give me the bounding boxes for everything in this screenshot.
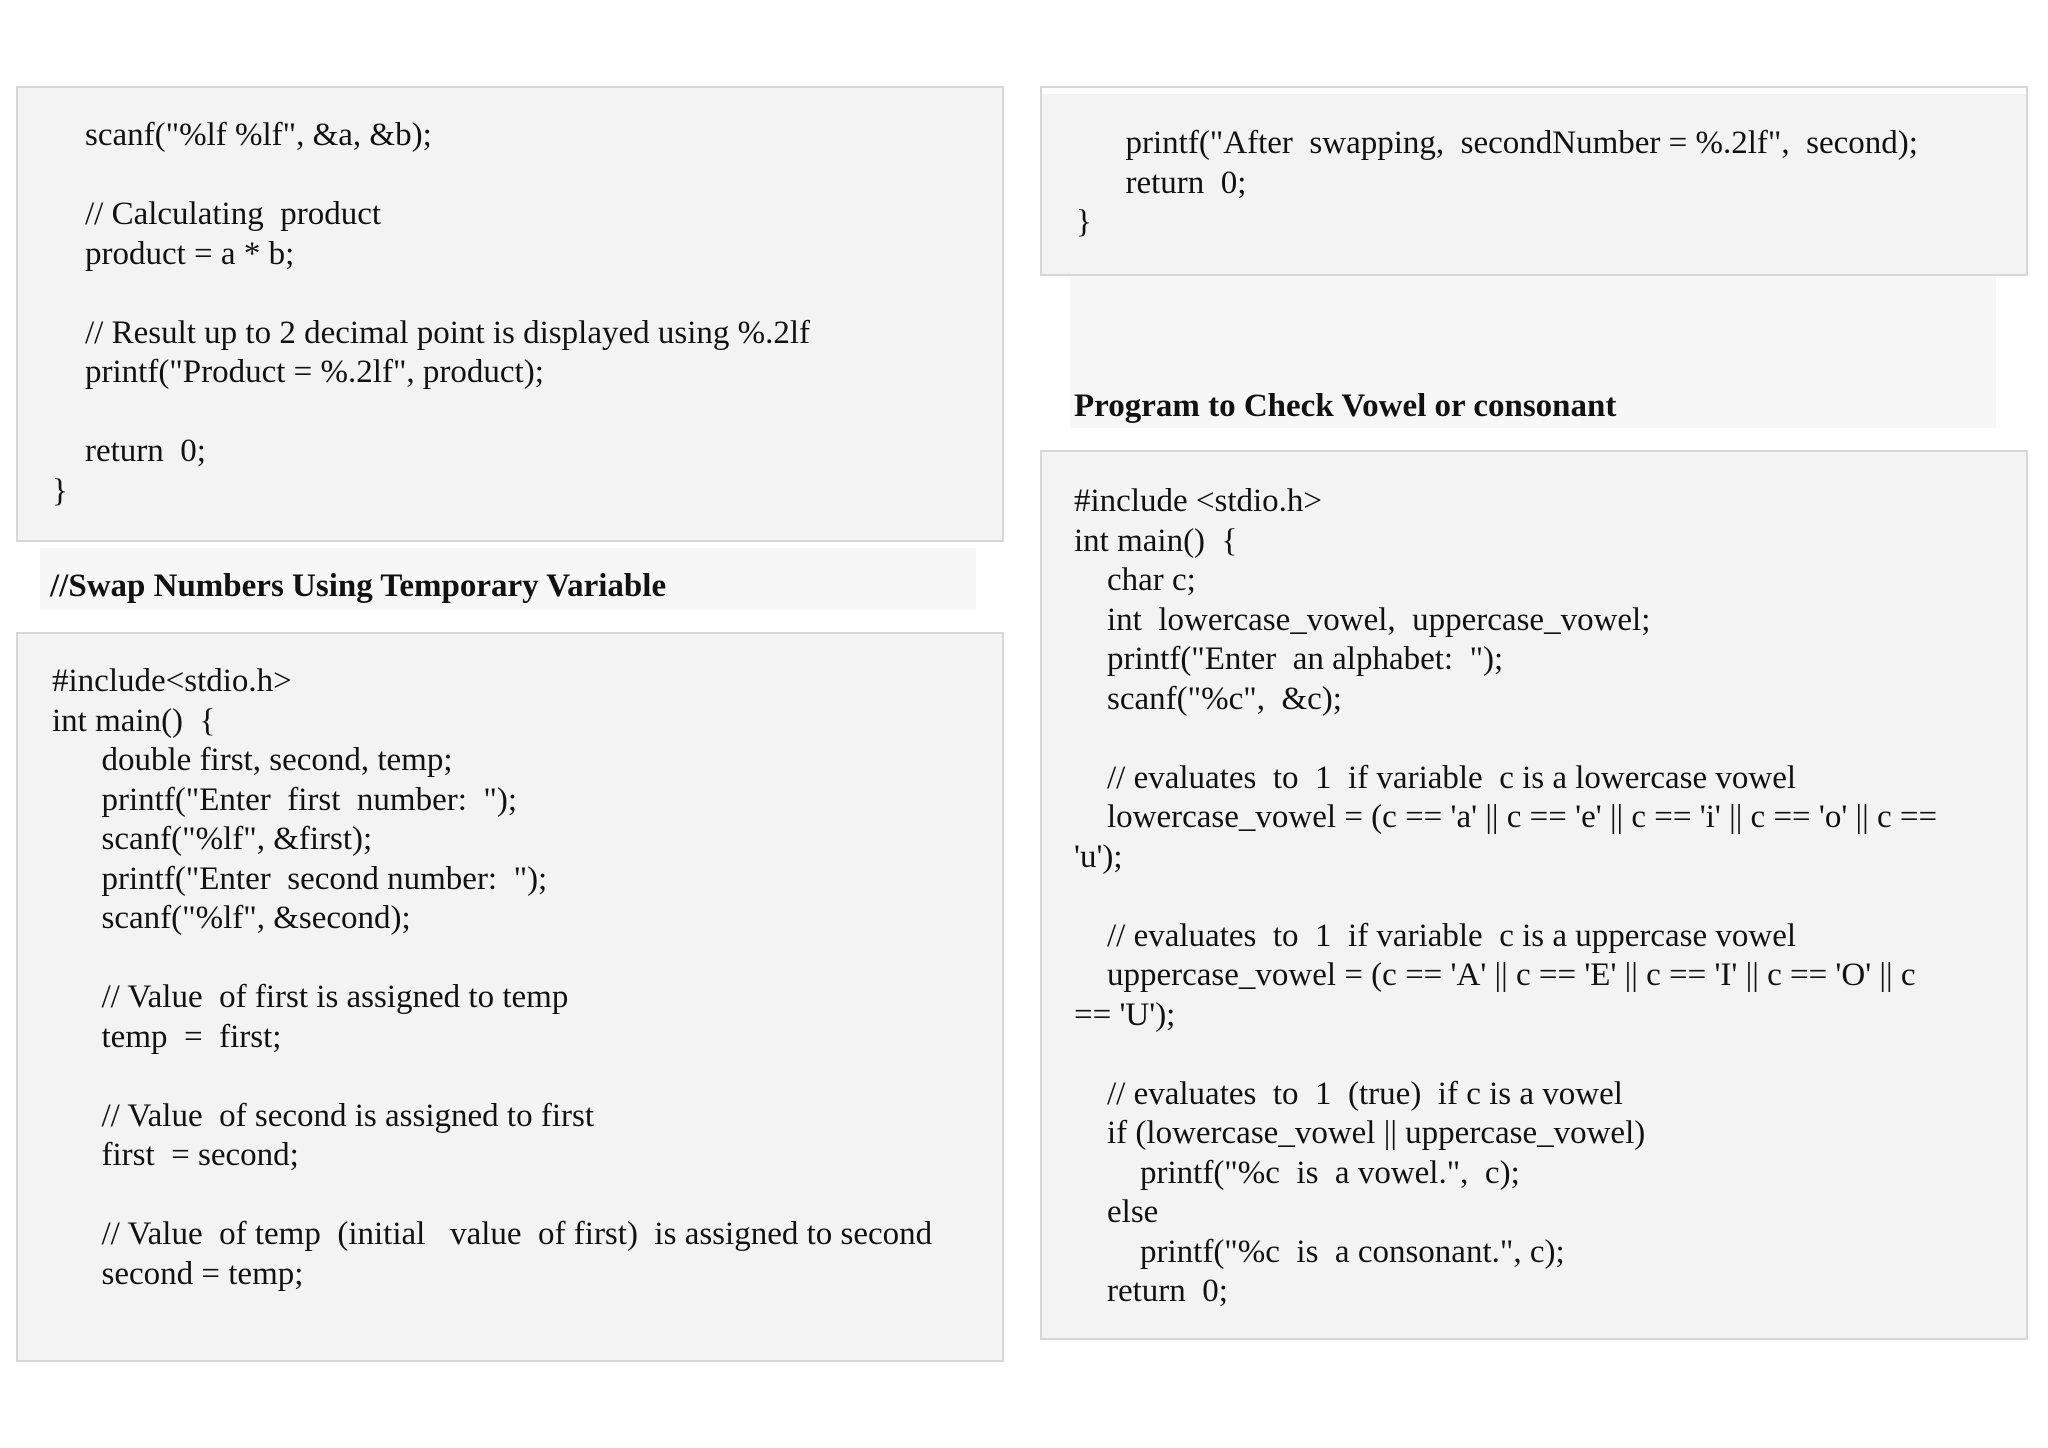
code-line: if (lowercase_vowel || uppercase_vowel) bbox=[1074, 1115, 1646, 1151]
code-line: printf("Enter second number: "); bbox=[52, 860, 548, 897]
code-line: } bbox=[1076, 204, 1092, 240]
right-top-code bbox=[1076, 124, 1918, 243]
code-line: return 0; bbox=[52, 433, 206, 469]
code-line: == 'U'); bbox=[1074, 996, 1176, 1033]
code-line: // evaluates to 1 (true) if c is a vowel bbox=[1074, 1075, 1623, 1112]
swap-code-box bbox=[16, 632, 1004, 1362]
left-top-code-box bbox=[16, 86, 1004, 542]
code-line bbox=[1074, 719, 1937, 759]
vowel-code-box bbox=[1040, 450, 2028, 1340]
code-line: // Value of second is assigned to first bbox=[52, 1097, 594, 1134]
code-line bbox=[52, 393, 810, 433]
code-line: // Value of first is assigned to temp bbox=[52, 979, 569, 1015]
page-break-clip bbox=[1042, 88, 2026, 94]
code-line: scanf("%lf %lf", &a, &b); bbox=[52, 117, 432, 153]
code-line bbox=[52, 1176, 932, 1216]
code-line: printf("%c is a vowel.", c); bbox=[1074, 1154, 1520, 1191]
code-line: double first, second, temp; bbox=[52, 742, 453, 778]
code-line bbox=[1074, 877, 1937, 917]
code-line: uppercase_vowel = (c == 'A' || c == 'E' || c == 'I' || c == 'O' || c bbox=[1074, 957, 1916, 993]
code-line: printf("Product = %.2lf", product); bbox=[52, 354, 544, 390]
code-line: product = a * b; bbox=[52, 235, 295, 272]
code-line: // evaluates to 1 if variable c is a lowercase vowel bbox=[1074, 759, 1797, 796]
code-line: // evaluates to 1 if variable c is a uppercase vowel bbox=[1074, 917, 1797, 954]
swap-heading: //Swap Numbers Using Temporary Variable bbox=[50, 568, 667, 604]
vowel-heading: Program to Check Vowel or consonant bbox=[1074, 388, 1617, 424]
code-line: int lowercase_vowel, uppercase_vowel; bbox=[1074, 601, 1651, 638]
code-line: // Result up to 2 decimal point is displayed using %.2lf bbox=[52, 314, 811, 351]
code-line: scanf("%lf", &first); bbox=[52, 821, 373, 857]
code-line bbox=[1074, 1035, 1937, 1075]
code-line: scanf("%c", &c); bbox=[1074, 680, 1342, 717]
code-line: second = temp; bbox=[52, 1255, 304, 1292]
code-line: return 0; bbox=[1074, 1273, 1228, 1309]
code-line: int main() { bbox=[1074, 522, 1238, 559]
code-line: temp = first; bbox=[52, 1018, 282, 1055]
code-line: printf("After swapping, secondNumber = %.2lf", second); bbox=[1076, 125, 1918, 161]
swap-code bbox=[52, 662, 932, 1294]
code-line bbox=[52, 1057, 932, 1097]
vowel-code bbox=[1074, 482, 1937, 1312]
code-line: // Calculating product bbox=[52, 196, 382, 232]
code-line: printf("%c is a consonant.", c); bbox=[1074, 1233, 1565, 1270]
code-line bbox=[52, 156, 810, 196]
code-line: 'u'); bbox=[1074, 838, 1123, 875]
code-line: int main() { bbox=[52, 702, 216, 739]
right-top-code-box bbox=[1040, 86, 2028, 276]
code-line: // Value of temp (initial value of first) is assigned to second bbox=[52, 1216, 933, 1252]
code-line: lowercase_vowel = (c == 'a' || c == 'e' || c == 'i' || c == 'o' || c == bbox=[1074, 799, 1938, 835]
code-line: char c; bbox=[1074, 562, 1196, 598]
code-line: #include <stdio.h> bbox=[1074, 483, 1323, 519]
code-line bbox=[52, 274, 810, 314]
code-line: #include<stdio.h> bbox=[52, 663, 292, 699]
left-top-code bbox=[52, 116, 810, 511]
code-line: printf("Enter first number: "); bbox=[52, 781, 517, 818]
code-line bbox=[52, 939, 932, 979]
code-line: printf("Enter an alphabet: "); bbox=[1074, 641, 1504, 677]
code-line: scanf("%lf", &second); bbox=[52, 900, 411, 936]
code-line: else bbox=[1074, 1194, 1159, 1230]
code-line: return 0; bbox=[1076, 164, 1247, 201]
code-line: } bbox=[52, 472, 68, 509]
code-line: first = second; bbox=[52, 1137, 299, 1173]
